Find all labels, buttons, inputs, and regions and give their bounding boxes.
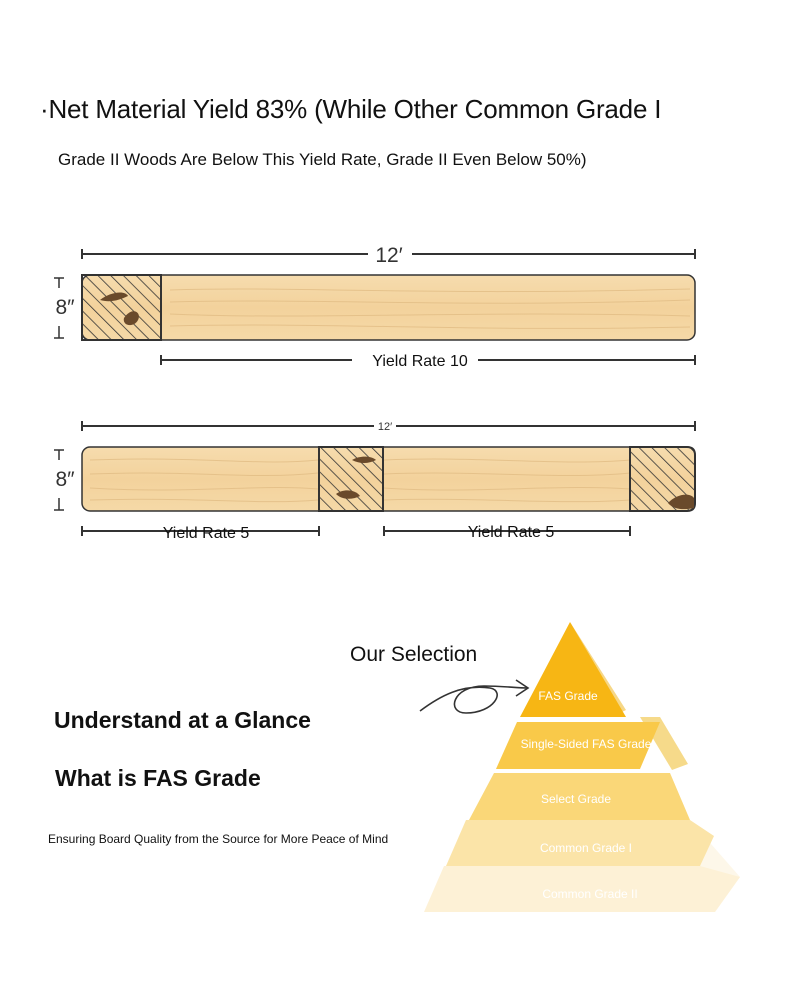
fas-grade-heading: What is FAS Grade: [55, 765, 261, 791]
board-top-length: 12′: [375, 244, 403, 267]
pyramid-label-common-2: Common Grade II: [542, 887, 638, 901]
pyramid-label-common-1: Common Grade I: [539, 841, 633, 855]
headline: ·Net Material Yield 83% (While Other Common Grade I: [40, 94, 662, 124]
board-bottom-height: 8″: [55, 468, 75, 491]
board-top-yield: Yield Rate 10: [372, 353, 468, 370]
board-top-defect: [82, 275, 161, 340]
pyramid-label-single-sided: Single-Sided FAS Grade: [520, 737, 652, 751]
board-top-plank: [82, 275, 695, 340]
board-top-height: 8″: [55, 296, 75, 319]
board-bottom-yield-right: Yield Rate 5: [467, 524, 555, 541]
quality-tagline: Ensuring Board Quality from the Source for More Peace of Mind: [48, 832, 389, 846]
pointer-arrow-icon: [420, 680, 528, 713]
board-bottom: [54, 419, 695, 542]
board-top: [54, 242, 695, 372]
board-bottom-defect-middle: [319, 447, 383, 511]
understand-heading: Understand at a Glance: [54, 707, 311, 733]
subheadline: Grade II Woods Are Below This Yield Rate, Grade II Even Below 50%): [58, 150, 587, 169]
board-bottom-length: 12′: [377, 421, 393, 433]
pyramid-label-select: Select Grade: [540, 792, 612, 806]
pyramid-label-fas: FAS Grade: [538, 689, 598, 703]
our-selection-label: Our Selection: [350, 643, 478, 666]
board-bottom-yield-left: Yield Rate 5: [162, 525, 250, 542]
